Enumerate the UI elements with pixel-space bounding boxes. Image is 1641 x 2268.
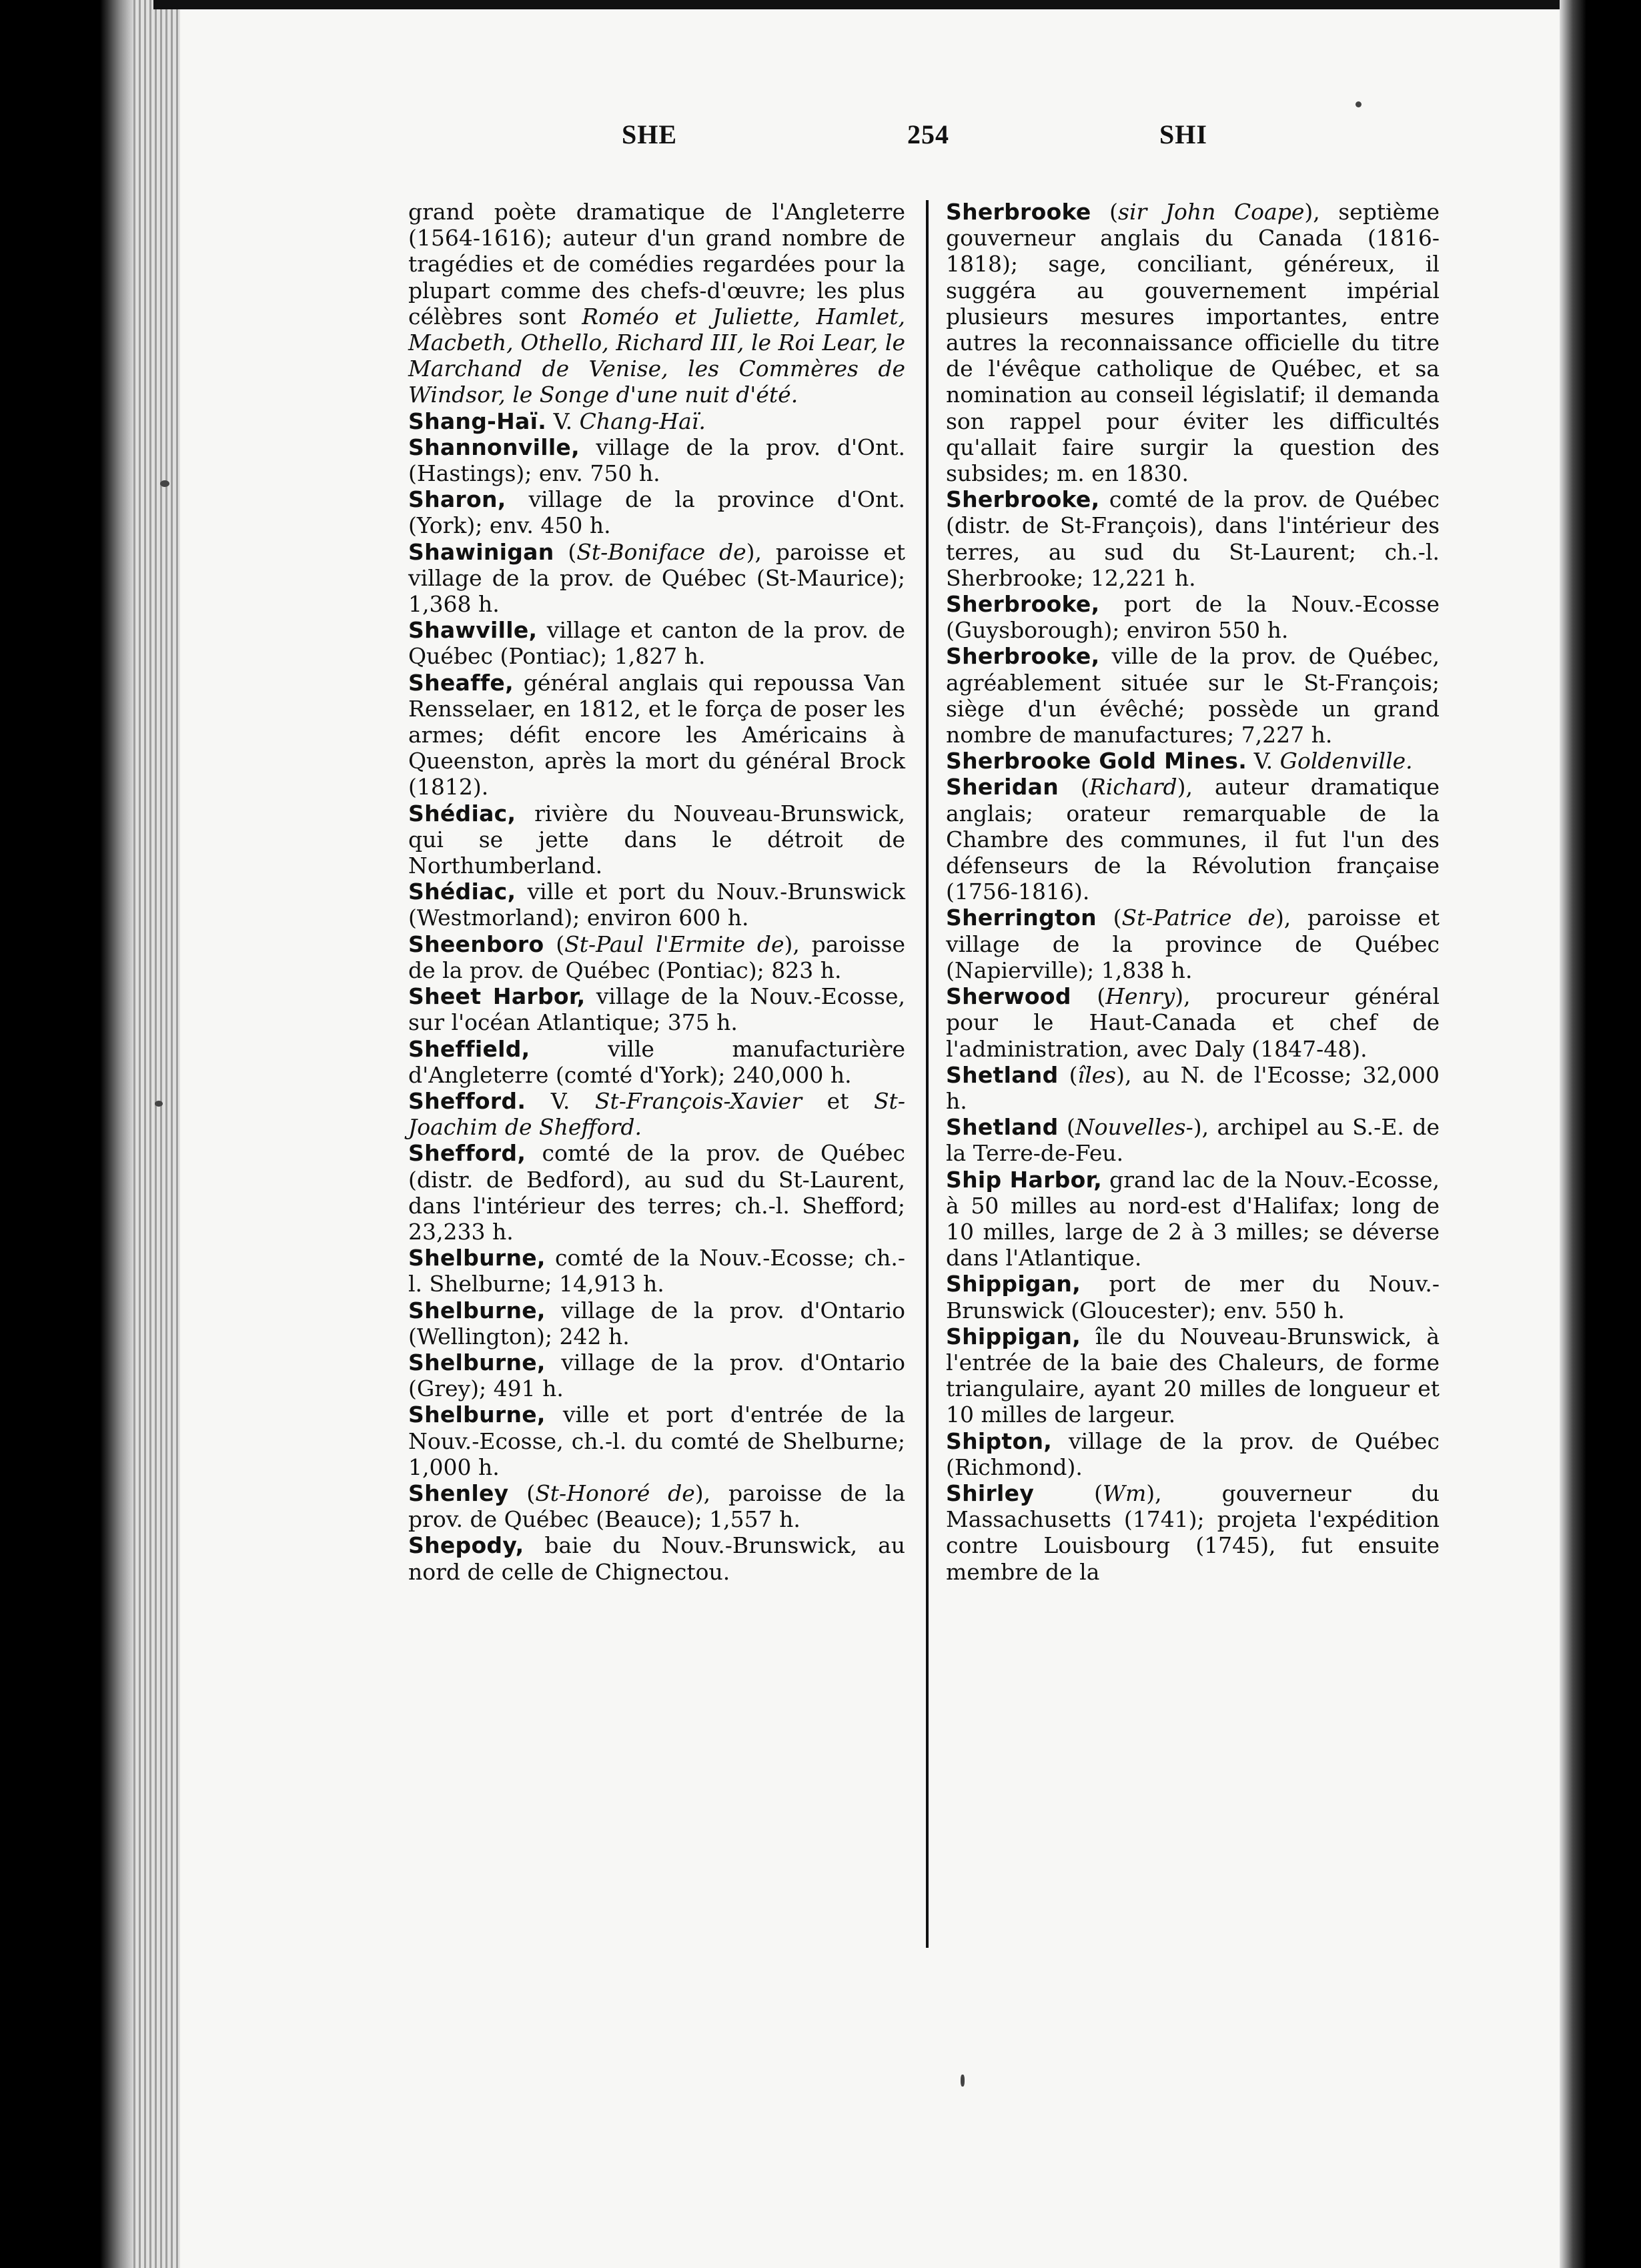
italic-text: Wm — [1103, 1480, 1147, 1506]
italic-text: St-Joachim de Shefford. — [408, 1087, 905, 1141]
dictionary-entry — [946, 1323, 1440, 1428]
entry-text: ville de la prov. de Québec, agréablement située sur le St-François; siège d'un évêché; possède un grand nombre de manufactures; 7,227 h. — [946, 643, 1440, 748]
entry-text: général anglais qui repoussa Van Rensselaer, en 1812, et le força de poser les armes; défit encore les Américains à Queenston, après la mort du général Brock (1812). — [408, 669, 905, 800]
italic-text: St-Patrice de — [1121, 905, 1275, 931]
entry-headword: Sherbrooke, — [946, 643, 1100, 670]
entry-text: village de la prov. d'Ontario (Wellington); 242 h. — [408, 1297, 905, 1349]
dictionary-entry — [946, 1271, 1440, 1323]
dictionary-entry — [408, 670, 905, 800]
italic-text: St-Honoré de — [535, 1480, 695, 1506]
entry-headword: Shang-Haï. — [408, 408, 547, 434]
entry-headword: Sheffield, — [408, 1035, 530, 1062]
dictionary-entry — [946, 1114, 1440, 1166]
entry-text: village de la Nouv.-Ecosse, sur l'océan Atlantique; 375 h. — [408, 983, 905, 1036]
italic-text: Chang-Haï. — [579, 408, 706, 434]
dictionary-entry — [946, 591, 1440, 643]
entry-headword: Shawville, — [408, 617, 538, 644]
entry-text: port de mer du Nouv.-Brunswick (Gloucester); env. 550 h. — [946, 1271, 1440, 1323]
entry-text: ( — [1096, 905, 1122, 931]
entry-text: ( — [1034, 1480, 1103, 1506]
entry-headword: Shédiac, — [408, 800, 516, 826]
dictionary-entry — [408, 1532, 905, 1584]
entry-text: île du Nouveau-Brunswick, à l'entrée de la baie des Chaleurs, de forme triangulaire, ayant 20 milles de longueur et 10 milles de largeur. — [946, 1323, 1440, 1428]
entry-headword: Shannonville, — [408, 434, 580, 460]
entry-text: ( — [1058, 1061, 1078, 1088]
dictionary-entry — [408, 1036, 905, 1088]
entry-headword: Shippigan, — [946, 1323, 1081, 1349]
entry-text: ), archipel au S.-E. de la Terre-de-Feu. — [946, 1114, 1440, 1167]
italic-text: St-Paul l'Ermite de — [564, 931, 784, 957]
entry-text: village de la prov. d'Ont. (Hastings); env. 750 h. — [408, 434, 905, 487]
entry-text: village de la province d'Ont. (York); env. 450 h. — [408, 486, 905, 539]
entry-text: village de la prov. de Québec (Richmond). — [946, 1428, 1440, 1480]
entry-text: V. — [526, 1087, 595, 1114]
entry-headword: Shefford. — [408, 1087, 526, 1114]
header-right-guide-word: SHI — [1159, 119, 1207, 149]
entry-text: ), paroisse de la prov. de Québec (Pontiac); 823 h. — [408, 931, 906, 983]
entry-headword: Shelburne, — [408, 1401, 546, 1428]
entry-text: comté de la Nouv.-Ecosse; ch.-l. Shelburne; 14,913 h. — [408, 1245, 905, 1297]
italic-text: St-François-Xavier — [594, 1087, 802, 1114]
entry-text: ville manufacturière d'Angleterre (comté d'York); 240,000 h. — [408, 1035, 905, 1088]
italic-text: îles — [1077, 1061, 1117, 1088]
entry-text: comté de la prov. de Québec (distr. de Bedford), au sud du St-Laurent, dans l'intérieur des terres; ch.-l. Shefford; 23,233 h. — [408, 1140, 905, 1245]
ink-speck — [961, 2075, 965, 2087]
dictionary-entry — [946, 643, 1440, 748]
page-fold — [133, 0, 180, 2268]
entry-text: village de la prov. d'Ontario (Grey); 491 h. — [408, 1349, 905, 1402]
entry-headword: Sheridan — [946, 774, 1059, 800]
entry-text: ), paroisse de la prov. de Québec (Beauce); 1,557 h. — [408, 1480, 905, 1533]
header-left-guide-word: SHE — [622, 119, 678, 149]
entry-text: ), septième gouverneur anglais du Canada (1816-1818); sage, conciliant, généreux, il suggéra au gouvernement impérial plusieurs mesures importantes, entre autres la reconnaissance officielle du titre de l'évêque catholique de Québec, et sa nomination au conseil législatif; il demanda son rappel pour éviter les difficultés qu'allait faire surgir la question des subsides; m. en 1830. — [946, 199, 1440, 487]
entry-text: ), paroisse et village de la province de Québec (Napierville); 1,838 h. — [946, 905, 1440, 983]
entry-headword: Shawinigan — [408, 538, 554, 565]
entry-text: ( — [508, 1480, 536, 1506]
dictionary-entry — [408, 1088, 905, 1140]
entry-headword: Sharon, — [408, 486, 506, 513]
dictionary-entry — [408, 434, 905, 486]
dictionary-entry — [408, 617, 905, 669]
ink-speck — [160, 480, 169, 487]
entry-headword: Shetland — [946, 1114, 1059, 1141]
entry-text: ( — [1059, 774, 1089, 800]
entry-text: ), au N. de l'Ecosse; 32,000 h. — [946, 1061, 1440, 1114]
left-entry-list — [408, 408, 905, 1585]
entry-headword: Sherbrooke — [946, 199, 1091, 225]
entry-text: ( — [1091, 199, 1119, 225]
entry-text: et — [802, 1087, 874, 1114]
dictionary-entry — [408, 1349, 905, 1401]
page-top-border — [153, 0, 1561, 9]
page-number: 254 — [907, 119, 949, 149]
entry-text: port de la Nouv.-Ecosse (Guysborough); environ 550 h. — [946, 591, 1440, 644]
entry-headword: Sherwood — [946, 983, 1071, 1010]
entry-text: ), procureur général pour le Haut-Canada et chef de l'administration, avec Daly (1847-48). — [946, 983, 1440, 1062]
italic-text: Roméo et Juliette, Hamlet, Macbeth, Othello, Richard III, le Roi Lear, le Marchand de Venise, les Commères de Windsor, le Songe d'une nuit d'été. — [408, 303, 905, 408]
italic-text: St-Boniface de — [576, 538, 746, 565]
continued-entry — [408, 199, 905, 408]
entry-text: grand poète dramatique de l'Angleterre (1564-1616); auteur d'un grand nombre de tragédies et de comédies regardées pour la plupart comme des chefs-d'œuvre; les plus célèbres sont — [408, 199, 905, 330]
entry-headword: Shepody, — [408, 1532, 524, 1559]
dictionary-entry — [946, 1480, 1440, 1585]
entry-headword: Shefford, — [408, 1140, 526, 1167]
entry-headword: Shelburne, — [408, 1245, 546, 1271]
entry-text: ville et port du Nouv.-Brunswick (Westmorland); environ 600 h. — [408, 879, 905, 931]
dictionary-entry — [946, 486, 1440, 591]
scan-edge-right — [1560, 0, 1641, 2268]
entry-headword: Shirley — [946, 1480, 1035, 1506]
scan-edge-left — [0, 0, 133, 2268]
entry-text: ( — [544, 931, 565, 957]
dictionary-entry — [946, 1428, 1440, 1480]
entry-text: ), gouverneur du Massachusetts (1741); projeta l'expédition contre Louisbourg (1745), fut ensuite membre de la — [946, 1480, 1440, 1585]
entry-text: rivière du Nouveau-Brunswick, qui se jette dans le détroit de Northumberland. — [408, 800, 905, 879]
italic-text: Henry — [1105, 983, 1175, 1010]
dictionary-entry — [946, 905, 1440, 983]
dictionary-entry — [946, 983, 1440, 1062]
entry-headword: Sheet Harbor, — [408, 983, 586, 1010]
entry-text: ( — [554, 538, 577, 565]
column-rule — [926, 200, 929, 1948]
dictionary-entry — [946, 1167, 1440, 1271]
entry-headword: Sheaffe, — [408, 669, 514, 696]
dictionary-entry — [408, 539, 905, 618]
italic-text: Goldenville. — [1279, 748, 1413, 774]
left-column — [408, 199, 905, 1585]
entry-text: village et canton de la prov. de Québec (Pontiac); 1,827 h. — [408, 617, 905, 670]
entry-headword: Sherbrooke, — [946, 486, 1100, 513]
entry-text: grand lac de la Nouv.-Ecosse, à 50 milles au nord-est d'Halifax; long de 10 milles, large de 2 à 3 milles; se déverse dans l'Atlantique. — [946, 1166, 1440, 1271]
dictionary-entry — [408, 1297, 905, 1349]
dictionary-entry — [408, 1245, 905, 1297]
dictionary-entry — [946, 1062, 1440, 1114]
entry-text: ), paroisse et village de la prov. de Québec (St-Maurice); 1,368 h. — [408, 538, 905, 618]
entry-headword: Sherbrooke Gold Mines. — [946, 748, 1247, 774]
ink-speck — [1355, 101, 1361, 107]
italic-text: Richard — [1089, 774, 1177, 800]
dictionary-entry — [408, 1401, 905, 1480]
running-header — [0, 119, 1641, 159]
italic-text: sir John Coape — [1118, 199, 1305, 225]
entry-text: V. — [546, 408, 580, 434]
entry-headword: Shelburne, — [408, 1349, 546, 1375]
entry-headword: Shipton, — [946, 1428, 1053, 1454]
entry-headword: Shelburne, — [408, 1297, 546, 1323]
ink-speck — [155, 1101, 163, 1107]
entry-text: ville et port d'entrée de la Nouv.-Ecosse, ch.-l. du comté de Shelburne; 1,000 h. — [408, 1401, 905, 1480]
entry-text: ), auteur dramatique anglais; orateur remarquable de la Chambre des communes, il fut l'un des défenseurs de la Révolution française (1756-1816). — [946, 774, 1440, 905]
dictionary-entry — [408, 879, 905, 931]
entry-text: V. — [1247, 748, 1280, 774]
entry-headword: Shetland — [946, 1061, 1059, 1088]
dictionary-entry — [408, 1140, 905, 1245]
entry-headword: Sherbrooke, — [946, 591, 1100, 618]
entry-text: comté de la prov. de Québec (distr. de St-François), dans l'intérieur des terres, au sud du St-Laurent; ch.-l. Sherbrooke; 12,221 h. — [946, 486, 1440, 591]
entry-headword: Sheenboro — [408, 931, 544, 957]
entry-text: baie du Nouv.-Brunswick, au nord de celle de Chignectou. — [408, 1532, 905, 1585]
dictionary-entry — [408, 983, 905, 1035]
dictionary-entry — [408, 931, 905, 983]
dictionary-entry — [408, 1480, 905, 1532]
entry-text: ( — [1058, 1114, 1075, 1141]
entry-headword: Shippigan, — [946, 1271, 1081, 1297]
dictionary-entry — [408, 408, 905, 434]
dictionary-entry — [946, 748, 1440, 774]
italic-text: Nouvelles- — [1075, 1114, 1193, 1141]
dictionary-entry — [408, 800, 905, 879]
entry-headword: Shenley — [408, 1480, 509, 1506]
right-column — [946, 199, 1440, 1585]
entry-headword: Ship Harbor, — [946, 1166, 1103, 1193]
dictionary-entry — [946, 199, 1440, 486]
dictionary-entry — [946, 774, 1440, 905]
dictionary-entry — [408, 486, 905, 538]
entry-headword: Shédiac, — [408, 879, 516, 905]
entry-headword: Sherrington — [946, 905, 1097, 931]
entry-text: ( — [1071, 983, 1106, 1010]
right-entry-list — [946, 199, 1440, 1585]
